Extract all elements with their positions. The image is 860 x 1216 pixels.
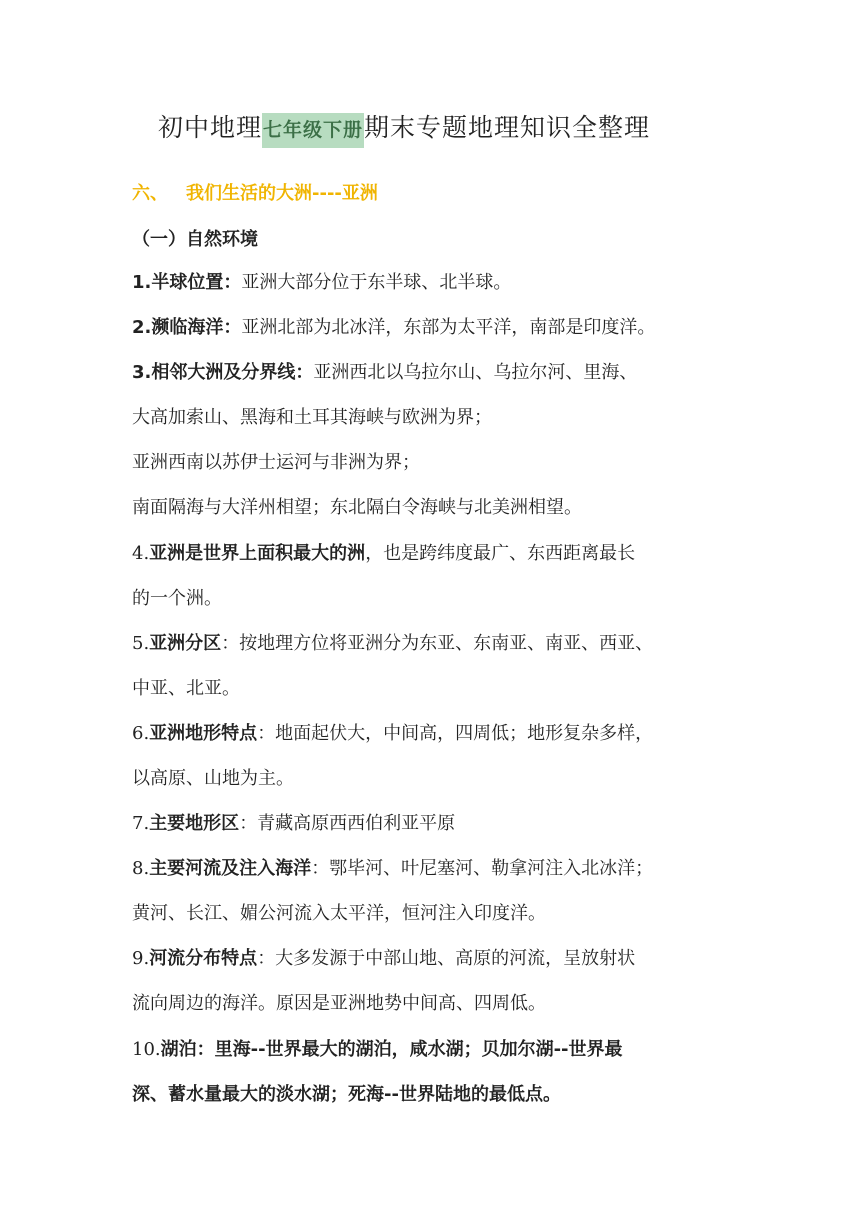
item-text: 亚洲西北以乌拉尔山、乌拉尔河、里海、 [313,362,638,383]
list-item [132,1035,623,1065]
list-item [132,854,653,884]
item-number: 4. [132,543,150,564]
list-item-continuation [132,448,420,478]
item-text: ：按地理方位将亚洲分为东亚、东南亚、南亚、西亚、 [221,633,654,654]
subsection-heading: （一）自然环境 [132,229,258,250]
item-label: 主要河流及注入海洋 [149,858,312,879]
item-label: 1.半球位置： [132,272,242,293]
list-item-continuation [132,493,582,523]
title-prefix: 初中地理 [158,113,263,142]
section-number: 六、 [132,183,168,204]
list-item [132,629,653,659]
item-label: 亚洲地形特点 [149,723,258,744]
page-title [158,108,650,150]
item-text: 亚洲北部为北冰洋，东部为太平洋，南部是印度洋。 [241,317,656,338]
list-item [132,268,511,298]
item-text: ：地面起伏大，中间高，四周低；地形复杂多样， [257,723,654,744]
item-text: 大高加索山、黑海和土耳其海峡与欧洲为界； [132,407,492,428]
list-item [132,313,655,343]
list-item-continuation [132,764,294,794]
list-item-continuation [132,899,546,929]
item-label: 2.濒临海洋： [132,317,242,338]
item-text: ：大多发源于中部山地、高原的河流，呈放射状 [257,948,636,969]
item-text: ：鄂毕河、叶尼塞河、勒拿河注入北冰洋； [311,858,654,879]
list-item-continuation [132,989,546,1019]
item-text: 亚洲西南以苏伊士运河与非洲为界； [132,452,420,473]
list-item-continuation [132,674,240,704]
item-number: 7. [132,813,150,834]
item-number: 8. [132,858,150,879]
list-item-continuation [132,403,492,433]
item-text: 中亚、北亚。 [132,678,240,699]
list-item-continuation [132,584,222,614]
item-number: 10. [132,1039,161,1060]
item-label: 亚洲是世界上面积最大的洲 [149,543,366,564]
section-title: 我们生活的大洲----亚洲 [186,183,378,204]
item-label: 主要地形区 [149,813,240,834]
title-highlight: 七年级下册 [262,113,364,148]
list-item [132,719,653,749]
item-number: 6. [132,723,150,744]
item-text: ：青藏高原西西伯利亚平原 [239,813,456,834]
list-item [132,539,635,569]
item-text: ，也是跨纬度最广、东西距离最长 [365,543,636,564]
item-text: 以高原、山地为主。 [132,768,294,789]
item-text: 的一个洲。 [132,588,222,609]
item-label: 亚洲分区 [149,633,222,654]
list-item [132,944,635,974]
item-text: 亚洲大部分位于东半球、北半球。 [241,272,512,293]
item-label: 湖泊：里海--世界最大的湖泊，咸水湖；贝加尔湖--世界最 [160,1039,623,1060]
item-number: 9. [132,948,150,969]
list-item-continuation [132,1080,561,1110]
list-item [132,809,455,839]
item-label: 河流分布特点 [149,948,258,969]
item-text: 黄河、长江、媚公河流入太平洋，恒河注入印度洋。 [132,903,546,924]
item-label: 深、蓄水量最大的淡水湖；死海--世界陆地的最低点。 [132,1084,561,1105]
item-text: 流向周边的海洋。原因是亚洲地势中间高、四周低。 [132,993,546,1014]
list-item [132,358,637,388]
item-text: 南面隔海与大洋州相望；东北隔白令海峡与北美洲相望。 [132,497,582,518]
item-label: 3.相邻大洲及分界线： [132,362,314,383]
section-heading [132,178,378,210]
title-suffix: 期末专题地理知识全整理 [364,113,651,142]
item-number: 5. [132,633,150,654]
